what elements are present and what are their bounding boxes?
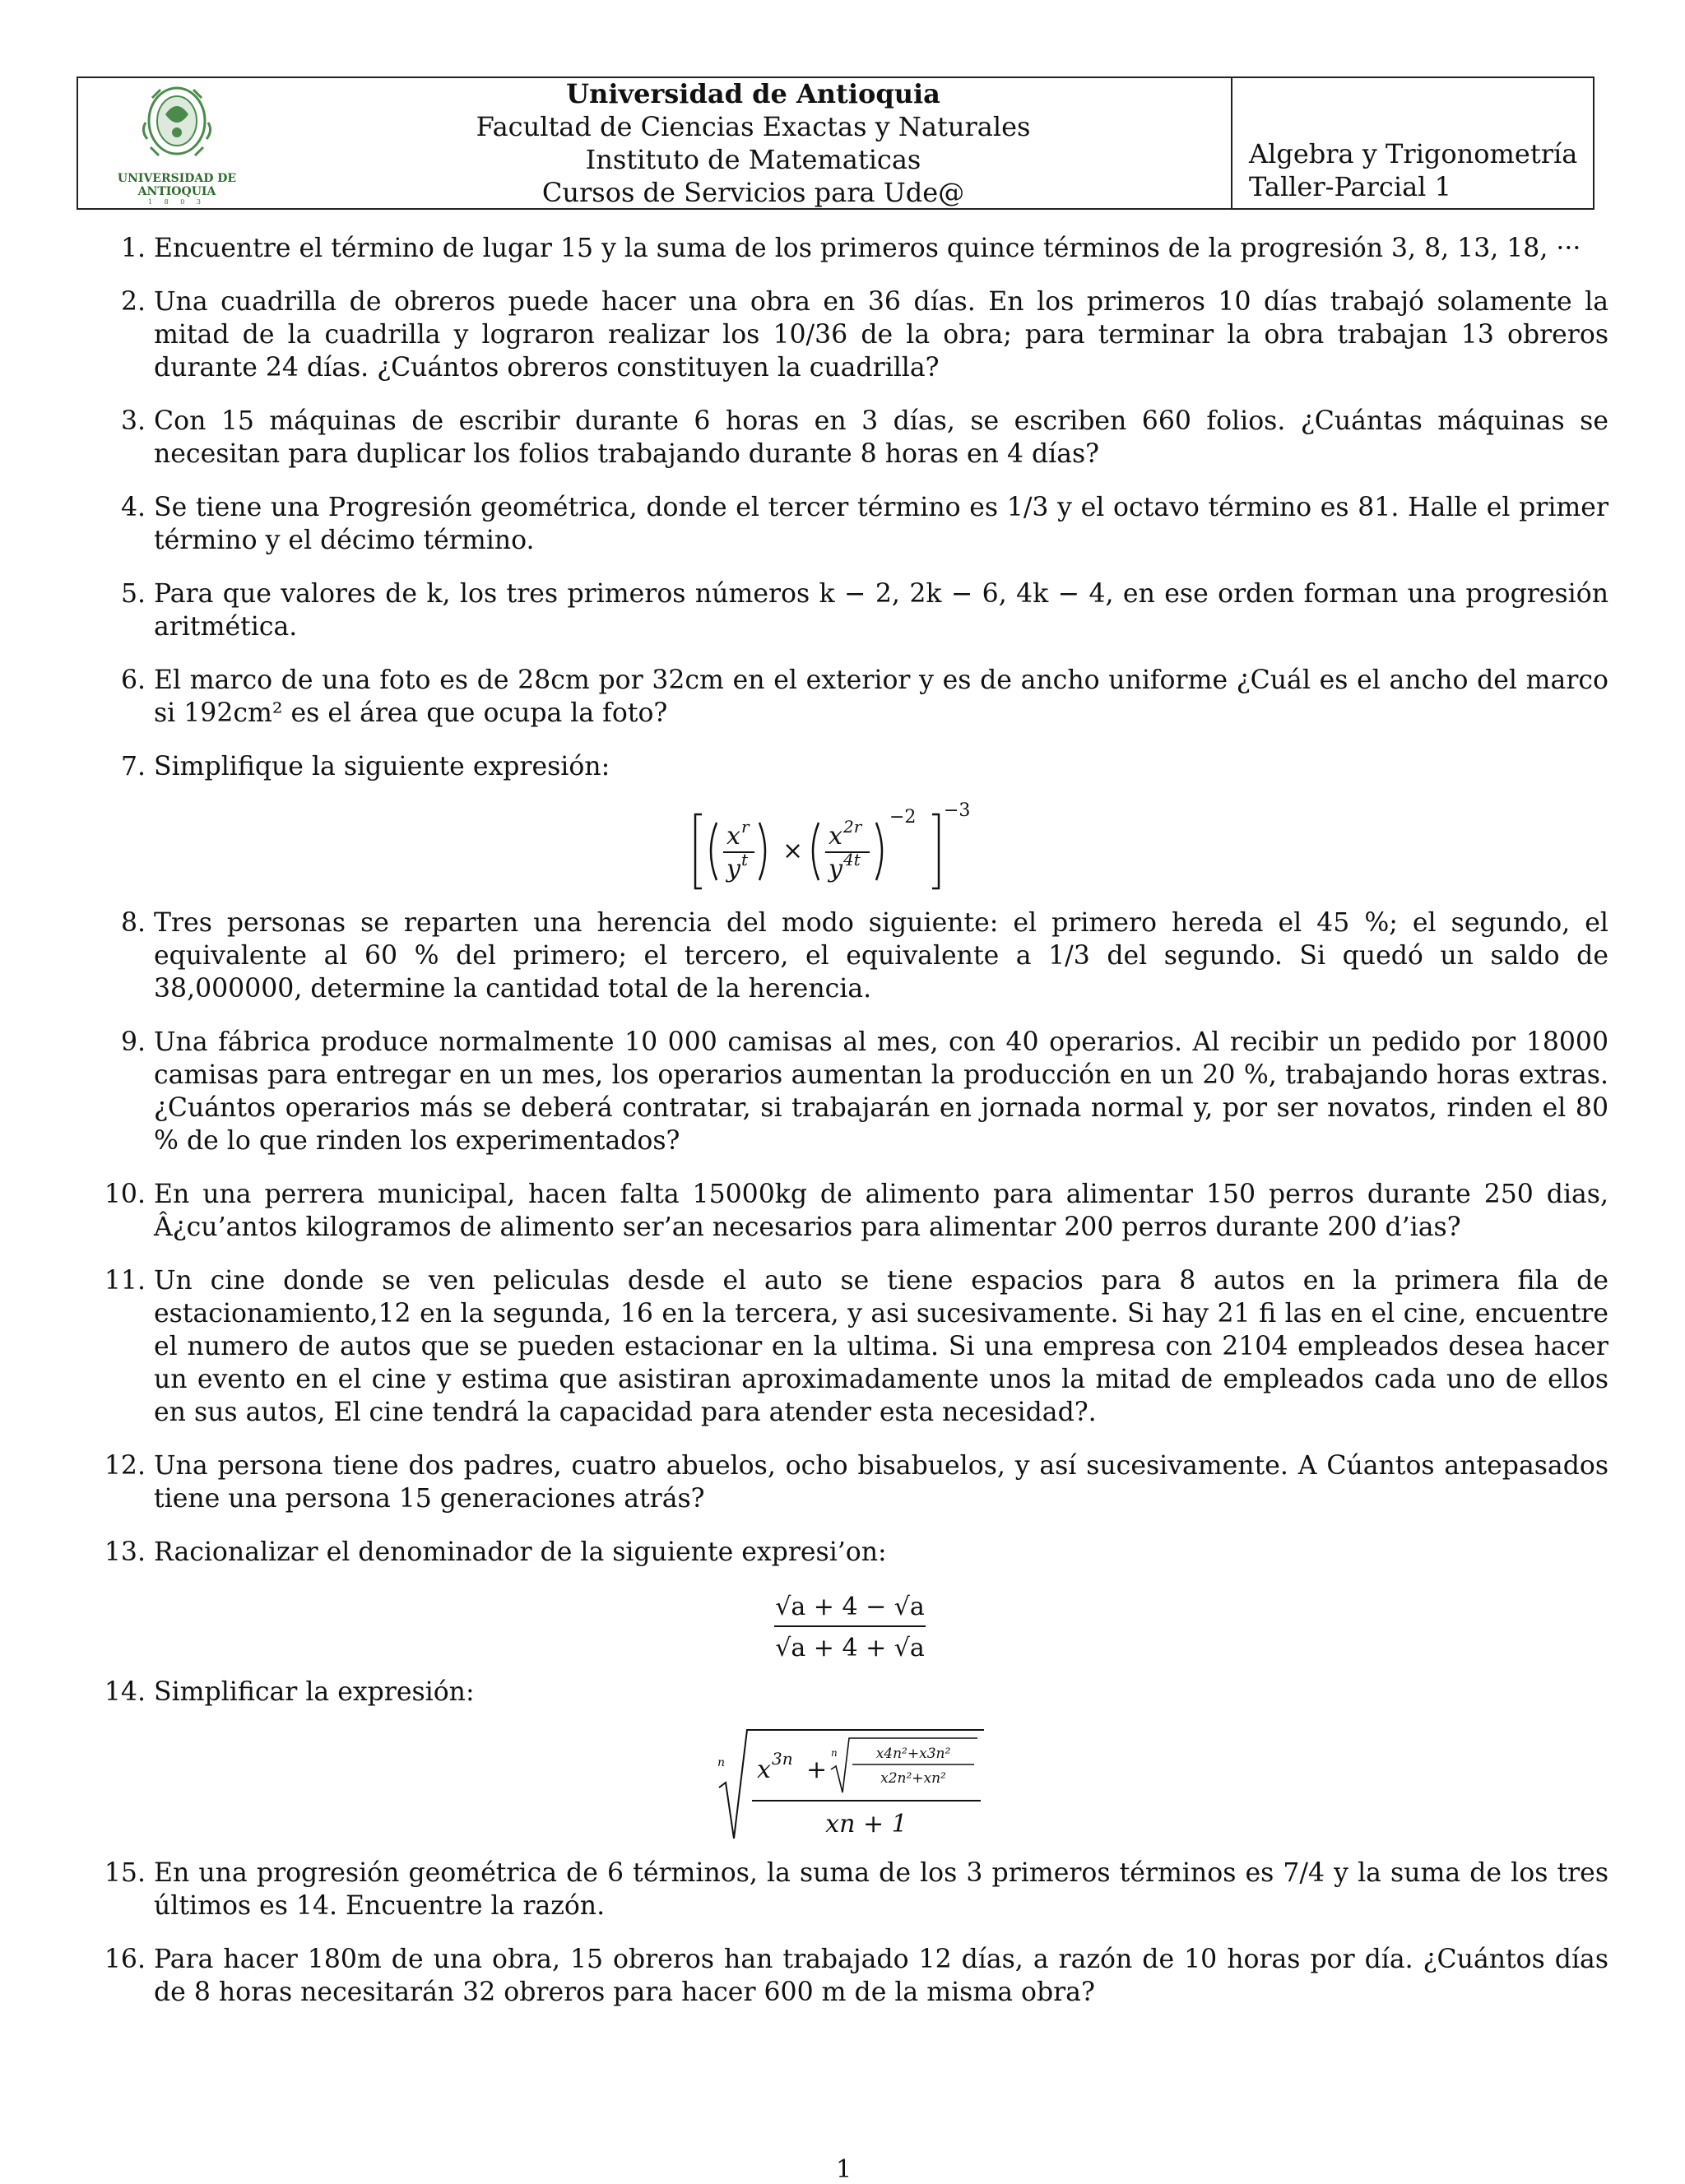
problem-number: 6. [120,665,146,695]
f7-subden2: 4t [842,850,861,869]
subject-name: Algebra y Trigonometría [1249,138,1578,169]
f14-inner-den: x2n²+xn² [880,1770,946,1787]
problem-text: El marco de una foto es de 28cm por 32cm en el exterior y es de ancho uniforme ¿Cuál es el ancho del marco si 192cm² es el área que ocupa la foto? [154,665,1608,728]
f7-num2: x [828,822,842,851]
problem-15 [91,1857,1608,1922]
formula-13 [91,1584,1608,1666]
f14-denominator: xn + 1 [824,1810,907,1839]
problem-7 [91,750,1608,783]
problem-text: Una persona tiene dos padres, cuatro abuelos, ocho bisabuelos, y así sucesivamente. A Cúantos antepasados tiene una persona 15 generaciones atrás? [154,1451,1608,1514]
problem-text: En una perrera municipal, hacen falta 15000kg de alimento para alimentar 150 perros durante 250 dias, Â¿cu’antos kilogramos de alimento ser’an necesarios para alimentar 200 perros durante 200 d’ias? [154,1180,1608,1242]
problem-12 [91,1449,1608,1515]
problem-number: 3. [120,406,146,436]
f7-subden1: t [740,850,748,869]
problem-text: Un cine donde se ven peliculas desde el auto se tiene espacios para 8 autos en la primera fila de estacionamiento,12 en la segunda, 16 en la tercera, y asi sucesivamente. Si hay 21 fi las en el cine, encuentre el numero de autos que se pueden estacionar en la ultima. Si una empresa con 2104 empleados desea hacer un evento en el cine y estima que asistiran aproximadamente unos la mitad de empleados cada uno de ellos en sus autos, El cine tendrá la capacidad para atender esta necesidad?. [154,1266,1608,1427]
f13-denominator: √a + 4 + √a [774,1634,925,1662]
problem-number: 8. [120,908,146,938]
problem-4 [91,491,1608,557]
f13-numerator: √a + 4 − √a [774,1593,925,1621]
problem-3 [91,405,1608,471]
problem-number: 5. [120,579,146,609]
problem-13 [91,1536,1608,1569]
university-name: Universidad de Antioquia [566,78,940,109]
f7-times: × [782,837,803,865]
assignment-name: Taller-Parcial 1 [1249,171,1451,202]
problem-text: Simplificar la expresión: [154,1677,475,1707]
problem-text: Racionalizar el denominador de la siguiente expresi’on: [154,1537,887,1567]
problem-number: 15. [104,1858,146,1888]
f7-inner-exp: −2 [889,807,916,828]
problem-number: 9. [120,1027,146,1057]
problem-number: 10. [104,1180,146,1209]
f14-x-exp: 3n [771,1749,793,1769]
f7-outer-exp: −3 [943,800,970,821]
f14-plus: + [805,1755,827,1784]
faculty-name: Facultad de Ciencias Exactas y Naturales [476,111,1031,142]
problem-2 [91,285,1608,384]
institute-name: Instituto de Matematicas [585,144,921,175]
problem-5 [91,577,1608,643]
problem-text: Simplifique la siguiente expresión: [154,752,610,781]
f7-den1: y [726,855,740,883]
problem-8 [91,907,1608,1005]
header-right [1231,78,1593,208]
problem-14 [91,1676,1608,1709]
problem-6 [91,664,1608,730]
problem-text: Una fábrica produce normalmente 10 000 camisas al mes, con 40 operarios. Al recibir un pedido por 18000 camisas para entregar en un mes, los operarios aumentan la producción en un 20 %, trabajando horas extras. ¿Cuántos operarios más se deberá contratar, si trabajarán en jornada normal y, por ser novatos, rinden el 80 % de lo que rinden los experimentados? [154,1027,1608,1156]
university-logo [78,78,276,208]
problem-10 [91,1178,1608,1244]
problem-text: Se tiene una Progresión geométrica, donde el tercer término es 1/3 y el octavo término es 81. Halle el primer término y el décimo término. [154,493,1608,555]
problem-list [91,232,1608,2029]
f7-sup2: 2r [842,817,861,837]
problem-text: Para hacer 180m de una obra, 15 obreros han trabajado 12 días, a razón de 10 horas por día. ¿Cuántos días de 8 horas necesitarán 32 obreros para hacer 600 m de la misma obra? [154,1945,1608,2007]
problem-16 [91,1943,1608,2009]
problem-text: Para que valores de k, los tres primeros números k − 2, 2k − 6, 4k − 4, en ese orden forman una progresión aritmética. [154,579,1608,642]
header-box [77,77,1594,210]
logo-year: 1 8 0 3 [148,197,206,206]
problem-number: 2. [120,287,146,317]
f14-x: x [756,1755,771,1784]
f7-num1: x [726,822,740,851]
f14-root-index: n [717,1756,725,1769]
problem-number: 11. [104,1266,146,1296]
problem-text: En una progresión geométrica de 6 términos, la suma de los 3 primeros términos es 7/4 y la suma de los tres últimos es 14. Encuentre la razón. [154,1858,1608,1921]
formula-14 [91,1723,1608,1847]
problem-number: 13. [104,1537,146,1567]
page-number: 1 [836,2155,852,2184]
problem-1 [91,232,1608,265]
f14-inner-num: x4n²+x3n² [875,1746,950,1762]
problem-number: 7. [120,752,146,781]
problem-number: 14. [104,1677,146,1707]
crest-icon [136,81,218,172]
problem-text: Tres personas se reparten una herencia del modo siguiente: el primero hereda el 45 %; el segundo, el equivalente al 60 % del primero; el tercero, el equivalente a 1/3 del segundo. Si quedó un saldo de 38,000000, determine la cantidad total de la herencia. [154,908,1608,1004]
problem-9 [91,1026,1608,1157]
problem-number: 1. [120,234,146,263]
problem-11 [91,1264,1608,1429]
f7-sup1: r [740,817,750,837]
f14-inner-root-index: n [830,1747,838,1759]
header-center [276,78,1231,208]
problem-number: 12. [104,1451,146,1481]
logo-text: UNIVERSIDAD DE ANTIOQUIA [117,171,237,198]
problem-text: Encuentre el término de lugar 15 y la suma de los primeros quince términos de la progresión 3, 8, 13, 18, ··· [154,234,1581,263]
problem-number: 16. [104,1945,146,1974]
problem-text: Con 15 máquinas de escribir durante 6 horas en 3 días, se escriben 660 folios. ¿Cuántas máquinas se necesitan para duplicar los folios trabajando durante 8 horas en 4 días? [154,406,1608,469]
courses-name: Cursos de Servicios para Ude@ [541,177,965,208]
f7-den2: y [828,855,842,883]
problem-number: 4. [120,493,146,522]
formula-7 [91,798,1608,897]
problem-text: Una cuadrilla de obreros puede hacer una obra en 36 días. En los primeros 10 días trabajó solamente la mitad de la cuadrilla y lograron realizar los 10/36 de la obra; para terminar la obra trabajan 13 obreros durante 24 días. ¿Cuántos obreros constituyen la cuadrilla? [154,287,1608,383]
